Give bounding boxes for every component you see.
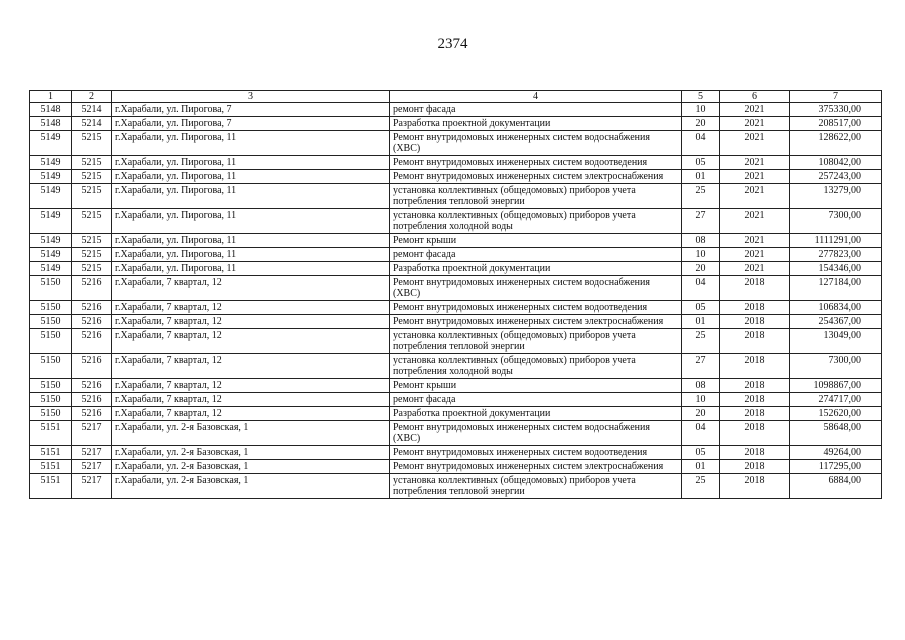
house-id-cell: 5216: [72, 393, 112, 407]
house-id-cell: 5217: [72, 421, 112, 446]
row-number-cell: 5151: [30, 460, 72, 474]
address-cell: г.Харабали, ул. Пирогова, 11: [112, 131, 390, 156]
cost-cell: 7300,00: [790, 209, 882, 234]
year-cell: 2018: [720, 276, 790, 301]
work-code-cell: 01: [682, 170, 720, 184]
header-row: [30, 91, 882, 103]
cost-cell: 58648,00: [790, 421, 882, 446]
row-number-cell: 5151: [30, 474, 72, 499]
house-id-cell: 5215: [72, 234, 112, 248]
work-code-cell: 20: [682, 407, 720, 421]
work-code-cell: 05: [682, 156, 720, 170]
row-number-cell: 5149: [30, 248, 72, 262]
table-row: [30, 131, 882, 156]
table-row: [30, 329, 882, 354]
year-cell: 2018: [720, 329, 790, 354]
house-id-cell: 5216: [72, 301, 112, 315]
year-cell: 2018: [720, 393, 790, 407]
row-number-cell: 5148: [30, 117, 72, 131]
house-id-cell: 5216: [72, 407, 112, 421]
table-row: [30, 184, 882, 209]
row-number-cell: 5148: [30, 103, 72, 117]
table-row: [30, 276, 882, 301]
work-type-cell: установка коллективных (общедомовых) приборов учета потребления тепловой энергии: [390, 329, 682, 354]
year-cell: 2018: [720, 379, 790, 393]
cost-cell: 277823,00: [790, 248, 882, 262]
work-code-cell: 27: [682, 354, 720, 379]
cost-cell: 128622,00: [790, 131, 882, 156]
row-number-cell: 5149: [30, 234, 72, 248]
address-cell: г.Харабали, 7 квартал, 12: [112, 315, 390, 329]
column-header: 1: [30, 91, 72, 103]
cost-cell: 7300,00: [790, 354, 882, 379]
cost-cell: 6884,00: [790, 474, 882, 499]
year-cell: 2018: [720, 460, 790, 474]
year-cell: 2021: [720, 209, 790, 234]
year-cell: 2021: [720, 234, 790, 248]
address-cell: г.Харабали, ул. Пирогова, 11: [112, 156, 390, 170]
house-id-cell: 5214: [72, 103, 112, 117]
year-cell: 2021: [720, 103, 790, 117]
work-code-cell: 27: [682, 209, 720, 234]
address-cell: г.Харабали, ул. 2-я Базовская, 1: [112, 460, 390, 474]
address-cell: г.Харабали, ул. Пирогова, 11: [112, 262, 390, 276]
cost-cell: 208517,00: [790, 117, 882, 131]
table-row: [30, 248, 882, 262]
work-type-cell: ремонт фасада: [390, 103, 682, 117]
table-row: [30, 460, 882, 474]
table-row: [30, 407, 882, 421]
row-number-cell: 5150: [30, 329, 72, 354]
work-type-cell: Ремонт внутридомовых инженерных систем водоотведения: [390, 156, 682, 170]
row-number-cell: 5150: [30, 393, 72, 407]
cost-cell: 254367,00: [790, 315, 882, 329]
work-type-cell: установка коллективных (общедомовых) приборов учета потребления холодной воды: [390, 354, 682, 379]
cost-cell: 13279,00: [790, 184, 882, 209]
table-row: [30, 117, 882, 131]
house-id-cell: 5215: [72, 184, 112, 209]
cost-cell: 49264,00: [790, 446, 882, 460]
row-number-cell: 5151: [30, 446, 72, 460]
house-id-cell: 5214: [72, 117, 112, 131]
table-row: [30, 156, 882, 170]
year-cell: 2021: [720, 262, 790, 276]
year-cell: 2018: [720, 446, 790, 460]
year-cell: 2021: [720, 248, 790, 262]
cost-cell: 274717,00: [790, 393, 882, 407]
year-cell: 2021: [720, 131, 790, 156]
address-cell: г.Харабали, 7 квартал, 12: [112, 407, 390, 421]
work-code-cell: 01: [682, 315, 720, 329]
house-id-cell: 5215: [72, 131, 112, 156]
work-code-cell: 20: [682, 117, 720, 131]
address-cell: г.Харабали, 7 квартал, 12: [112, 329, 390, 354]
house-id-cell: 5216: [72, 329, 112, 354]
cost-cell: 152620,00: [790, 407, 882, 421]
address-cell: г.Харабали, ул. Пирогова, 11: [112, 248, 390, 262]
column-header: 2: [72, 91, 112, 103]
address-cell: г.Харабали, 7 квартал, 12: [112, 276, 390, 301]
column-header: 3: [112, 91, 390, 103]
work-code-cell: 04: [682, 421, 720, 446]
cost-cell: 154346,00: [790, 262, 882, 276]
work-code-cell: 10: [682, 393, 720, 407]
work-code-cell: 10: [682, 103, 720, 117]
house-id-cell: 5217: [72, 446, 112, 460]
house-id-cell: 5215: [72, 156, 112, 170]
table-row: [30, 301, 882, 315]
row-number-cell: 5149: [30, 262, 72, 276]
house-id-cell: 5215: [72, 248, 112, 262]
house-id-cell: 5216: [72, 276, 112, 301]
work-type-cell: Ремонт внутридомовых инженерных систем водоснабжения (ХВС): [390, 276, 682, 301]
work-code-cell: 25: [682, 474, 720, 499]
house-id-cell: 5217: [72, 460, 112, 474]
work-type-cell: Ремонт внутридомовых инженерных систем электроснабжения: [390, 170, 682, 184]
address-cell: г.Харабали, ул. Пирогова, 7: [112, 117, 390, 131]
work-code-cell: 01: [682, 460, 720, 474]
table-row: [30, 262, 882, 276]
house-id-cell: 5216: [72, 315, 112, 329]
year-cell: 2018: [720, 301, 790, 315]
column-header: 7: [790, 91, 882, 103]
work-type-cell: Ремонт внутридомовых инженерных систем электроснабжения: [390, 315, 682, 329]
work-code-cell: 20: [682, 262, 720, 276]
work-type-cell: Ремонт крыши: [390, 379, 682, 393]
cost-cell: 127184,00: [790, 276, 882, 301]
year-cell: 2021: [720, 170, 790, 184]
column-header: 5: [682, 91, 720, 103]
address-cell: г.Харабали, ул. Пирогова, 7: [112, 103, 390, 117]
address-cell: г.Харабали, ул. Пирогова, 11: [112, 234, 390, 248]
year-cell: 2018: [720, 407, 790, 421]
row-number-cell: 5150: [30, 315, 72, 329]
row-number-cell: 5149: [30, 131, 72, 156]
address-cell: г.Харабали, ул. 2-я Базовская, 1: [112, 421, 390, 446]
address-cell: г.Харабали, ул. 2-я Базовская, 1: [112, 474, 390, 499]
table-row: [30, 315, 882, 329]
row-number-cell: 5149: [30, 184, 72, 209]
work-code-cell: 04: [682, 276, 720, 301]
work-type-cell: Ремонт внутридомовых инженерных систем водоснабжения (ХВС): [390, 131, 682, 156]
house-id-cell: 5215: [72, 209, 112, 234]
address-cell: г.Харабали, 7 квартал, 12: [112, 393, 390, 407]
year-cell: 2021: [720, 117, 790, 131]
row-number-cell: 5149: [30, 170, 72, 184]
work-type-cell: установка коллективных (общедомовых) приборов учета потребления тепловой энергии: [390, 184, 682, 209]
address-cell: г.Харабали, 7 квартал, 12: [112, 379, 390, 393]
address-cell: г.Харабали, ул. Пирогова, 11: [112, 184, 390, 209]
year-cell: 2018: [720, 474, 790, 499]
cost-cell: 1098867,00: [790, 379, 882, 393]
work-type-cell: ремонт фасада: [390, 248, 682, 262]
row-number-cell: 5150: [30, 379, 72, 393]
house-id-cell: 5215: [72, 170, 112, 184]
cost-cell: 257243,00: [790, 170, 882, 184]
work-code-cell: 10: [682, 248, 720, 262]
row-number-cell: 5150: [30, 276, 72, 301]
cost-cell: 117295,00: [790, 460, 882, 474]
table-row: [30, 474, 882, 499]
cost-cell: 375330,00: [790, 103, 882, 117]
house-id-cell: 5215: [72, 262, 112, 276]
work-code-cell: 08: [682, 379, 720, 393]
work-code-cell: 05: [682, 446, 720, 460]
cost-cell: 1111291,00: [790, 234, 882, 248]
work-type-cell: Ремонт внутридомовых инженерных систем водоотведения: [390, 301, 682, 315]
work-code-cell: 25: [682, 184, 720, 209]
work-type-cell: Ремонт внутридомовых инженерных систем водоотведения: [390, 446, 682, 460]
row-number-cell: 5150: [30, 407, 72, 421]
work-type-cell: установка коллективных (общедомовых) приборов учета потребления холодной воды: [390, 209, 682, 234]
address-cell: г.Харабали, ул. Пирогова, 11: [112, 209, 390, 234]
work-type-cell: ремонт фасада: [390, 393, 682, 407]
address-cell: г.Харабали, ул. Пирогова, 11: [112, 170, 390, 184]
table-row: [30, 421, 882, 446]
repair-schedule-table: [29, 90, 882, 499]
work-type-cell: установка коллективных (общедомовых) приборов учета потребления тепловой энергии: [390, 474, 682, 499]
cost-cell: 106834,00: [790, 301, 882, 315]
table-row: [30, 379, 882, 393]
work-code-cell: 25: [682, 329, 720, 354]
work-type-cell: Ремонт внутридомовых инженерных систем водоснабжения (ХВС): [390, 421, 682, 446]
work-type-cell: Ремонт крыши: [390, 234, 682, 248]
work-type-cell: Разработка проектной документации: [390, 117, 682, 131]
row-number-cell: 5149: [30, 209, 72, 234]
table-row: [30, 354, 882, 379]
work-code-cell: 04: [682, 131, 720, 156]
cost-cell: 108042,00: [790, 156, 882, 170]
page-number: 2374: [437, 36, 468, 52]
address-cell: г.Харабали, 7 квартал, 12: [112, 301, 390, 315]
table-row: [30, 446, 882, 460]
house-id-cell: 5216: [72, 354, 112, 379]
table-row: [30, 170, 882, 184]
table-row: [30, 103, 882, 117]
work-code-cell: 08: [682, 234, 720, 248]
house-id-cell: 5217: [72, 474, 112, 499]
year-cell: 2018: [720, 315, 790, 329]
address-cell: г.Харабали, 7 квартал, 12: [112, 354, 390, 379]
year-cell: 2021: [720, 184, 790, 209]
work-type-cell: Разработка проектной документации: [390, 262, 682, 276]
row-number-cell: 5150: [30, 301, 72, 315]
year-cell: 2018: [720, 421, 790, 446]
column-header: 6: [720, 91, 790, 103]
row-number-cell: 5150: [30, 354, 72, 379]
table-row: [30, 393, 882, 407]
row-number-cell: 5151: [30, 421, 72, 446]
year-cell: 2021: [720, 156, 790, 170]
work-code-cell: 05: [682, 301, 720, 315]
column-header: 4: [390, 91, 682, 103]
work-type-cell: Ремонт внутридомовых инженерных систем электроснабжения: [390, 460, 682, 474]
row-number-cell: 5149: [30, 156, 72, 170]
address-cell: г.Харабали, ул. 2-я Базовская, 1: [112, 446, 390, 460]
year-cell: 2018: [720, 354, 790, 379]
table-row: [30, 209, 882, 234]
table-row: [30, 234, 882, 248]
cost-cell: 13049,00: [790, 329, 882, 354]
work-type-cell: Разработка проектной документации: [390, 407, 682, 421]
house-id-cell: 5216: [72, 379, 112, 393]
